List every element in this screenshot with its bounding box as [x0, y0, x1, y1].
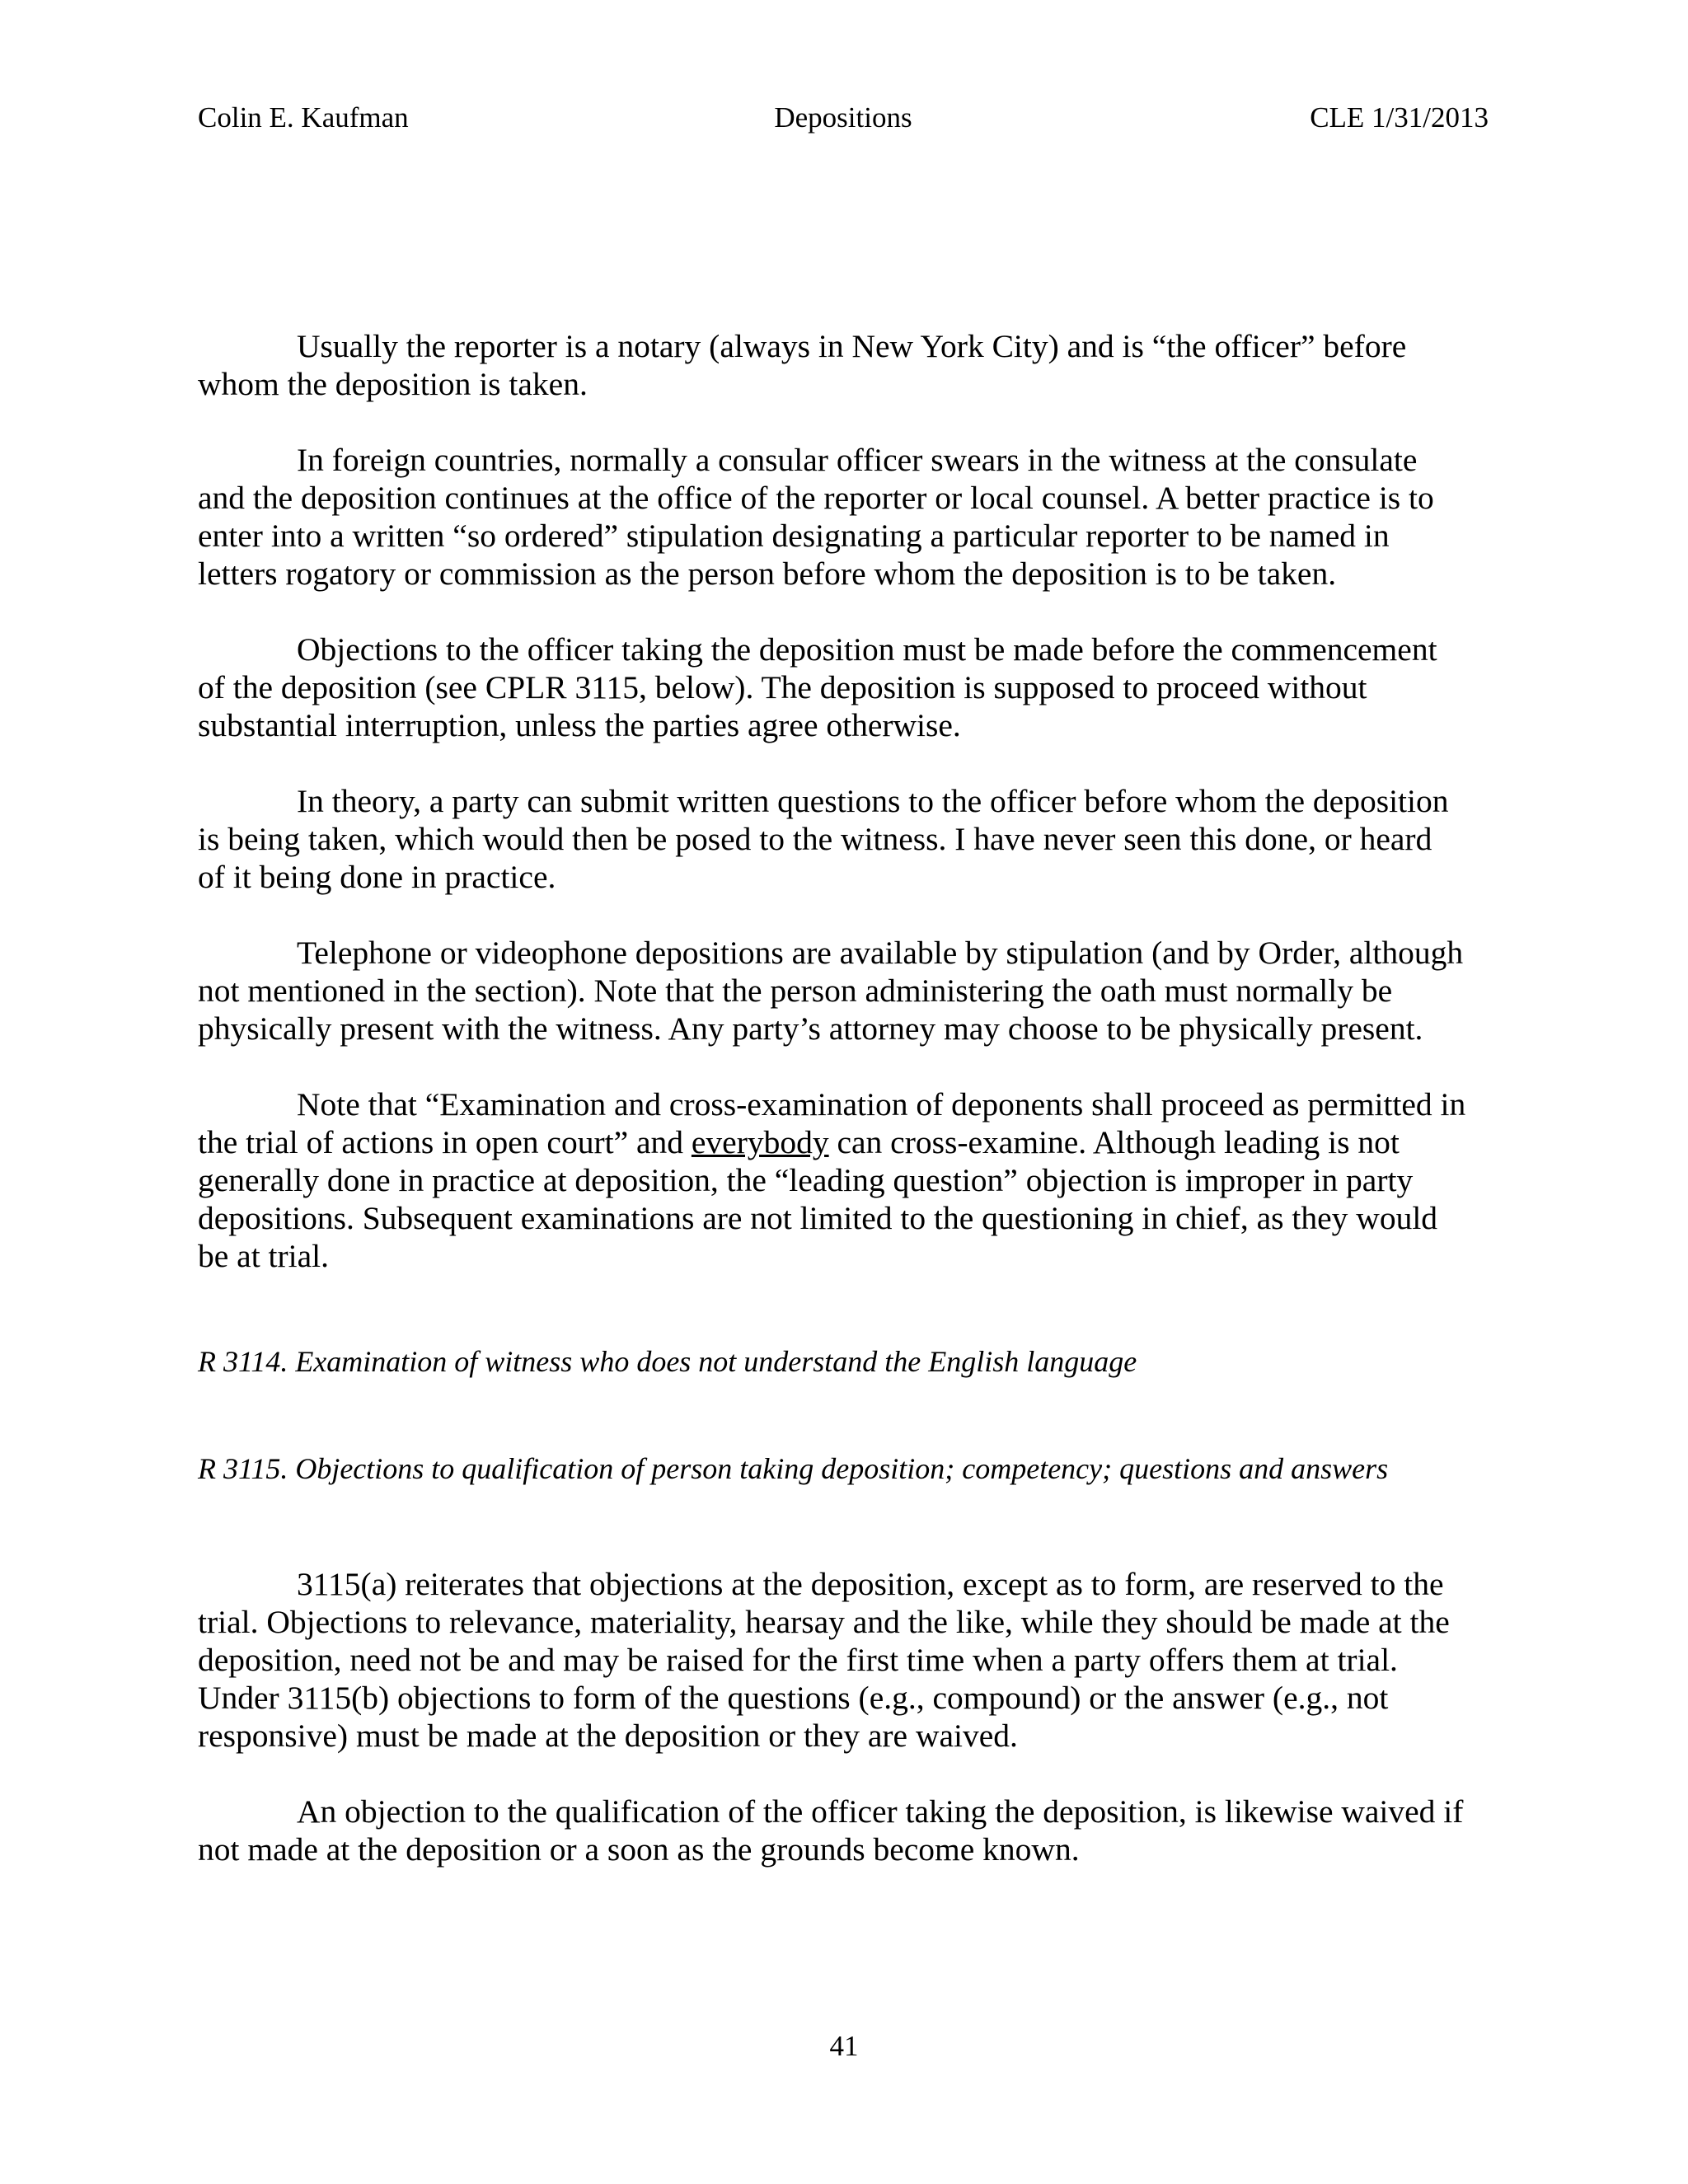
text-line: of it being done in practice.: [198, 859, 556, 895]
rule-heading-3114: R 3114. Examination of witness who does not understand the English language: [198, 1345, 1137, 1378]
text-line: In foreign countries, normally a consular officer swears in the witness at the consulate: [297, 442, 1418, 478]
paragraph-telephone-depositions: [198, 934, 1489, 1047]
paragraph-objections-officer: [198, 630, 1489, 744]
text-line: trial. Objections to relevance, materiality, hearsay and the like, while they should be made at the: [198, 1604, 1450, 1640]
text-run: can cross-examine. Although leading is not: [828, 1124, 1400, 1160]
text-line: is being taken, which would then be posed to the witness. I have never seen this done, or heard: [198, 821, 1432, 857]
text-line: depositions. Subsequent examinations are not limited to the questioning in chief, as they would: [198, 1200, 1438, 1236]
page-number: 41: [829, 2030, 859, 2062]
text-line: physically present with the witness. Any party’s attorney may choose to be physically present.: [198, 1010, 1423, 1047]
text-line: be at trial.: [198, 1238, 330, 1274]
paragraph-written-questions: [198, 782, 1489, 896]
document-body: [198, 327, 1489, 1906]
text-line: whom the deposition is taken.: [198, 366, 588, 402]
paragraph-reporter-notary: [198, 327, 1489, 403]
text-line: Objections to the officer taking the deposition must be made before the commencement: [297, 631, 1437, 668]
text-line: In theory, a party can submit written questions to the officer before whom the deposition: [297, 783, 1449, 819]
header-title: Depositions: [774, 101, 912, 134]
text-line: 3115(a) reiterates that objections at the deposition, except as to form, are reserved to the: [297, 1566, 1444, 1602]
underlined-word: everybody: [691, 1124, 829, 1160]
text-line: deposition, need not be and may be raised for the first time when a party offers them at trial.: [198, 1642, 1398, 1678]
header-author: Colin E. Kaufman: [198, 101, 409, 134]
paragraph-cross-examination: [198, 1085, 1489, 1275]
text-line: and the deposition continues at the office of the reporter or local counsel. A better practice is to: [198, 480, 1434, 516]
text-line: generally done in practice at deposition, the “leading question” objection is improper in party: [198, 1162, 1414, 1198]
paragraph-foreign-countries: [198, 441, 1489, 593]
text-line: enter into a written “so ordered” stipulation designating a particular reporter to be named in: [198, 518, 1390, 554]
text-line: not mentioned in the section). Note that the person administering the oath must normally be: [198, 972, 1393, 1009]
rule-heading-3115: R 3115. Objections to qualification of person taking deposition; competency; questions and answers: [198, 1452, 1389, 1485]
text-line: [198, 1123, 1489, 1161]
text-line: of the deposition (see CPLR 3115, below). The deposition is supposed to proceed without: [198, 669, 1367, 705]
paragraph-qualification-waived: [198, 1793, 1489, 1868]
text-line: Telephone or videophone depositions are available by stipulation (and by Order, although: [297, 935, 1464, 971]
text-line: not made at the deposition or a soon as the grounds become known.: [198, 1831, 1080, 1868]
header-course: CLE 1/31/2013: [1310, 101, 1489, 134]
text-line: Note that “Examination and cross-examination of deponents shall proceed as permitted in: [297, 1086, 1466, 1122]
text-line: An objection to the qualification of the officer taking the deposition, is likewise waived if: [297, 1793, 1464, 1830]
text-run: the trial of actions in open court” and: [198, 1124, 692, 1160]
text-line: responsive) must be made at the deposition or they are waived.: [198, 1718, 1018, 1754]
paragraph-3115a: [198, 1565, 1489, 1755]
text-line: Usually the reporter is a notary (always in New York City) and is “the officer” before: [297, 328, 1407, 364]
text-line: Under 3115(b) objections to form of the questions (e.g., compound) or the answer (e.g., not: [198, 1680, 1389, 1716]
page-header: [198, 97, 1489, 138]
text-line: substantial interruption, unless the parties agree otherwise.: [198, 707, 961, 743]
text-line: letters rogatory or commission as the person before whom the deposition is to be taken.: [198, 555, 1337, 592]
